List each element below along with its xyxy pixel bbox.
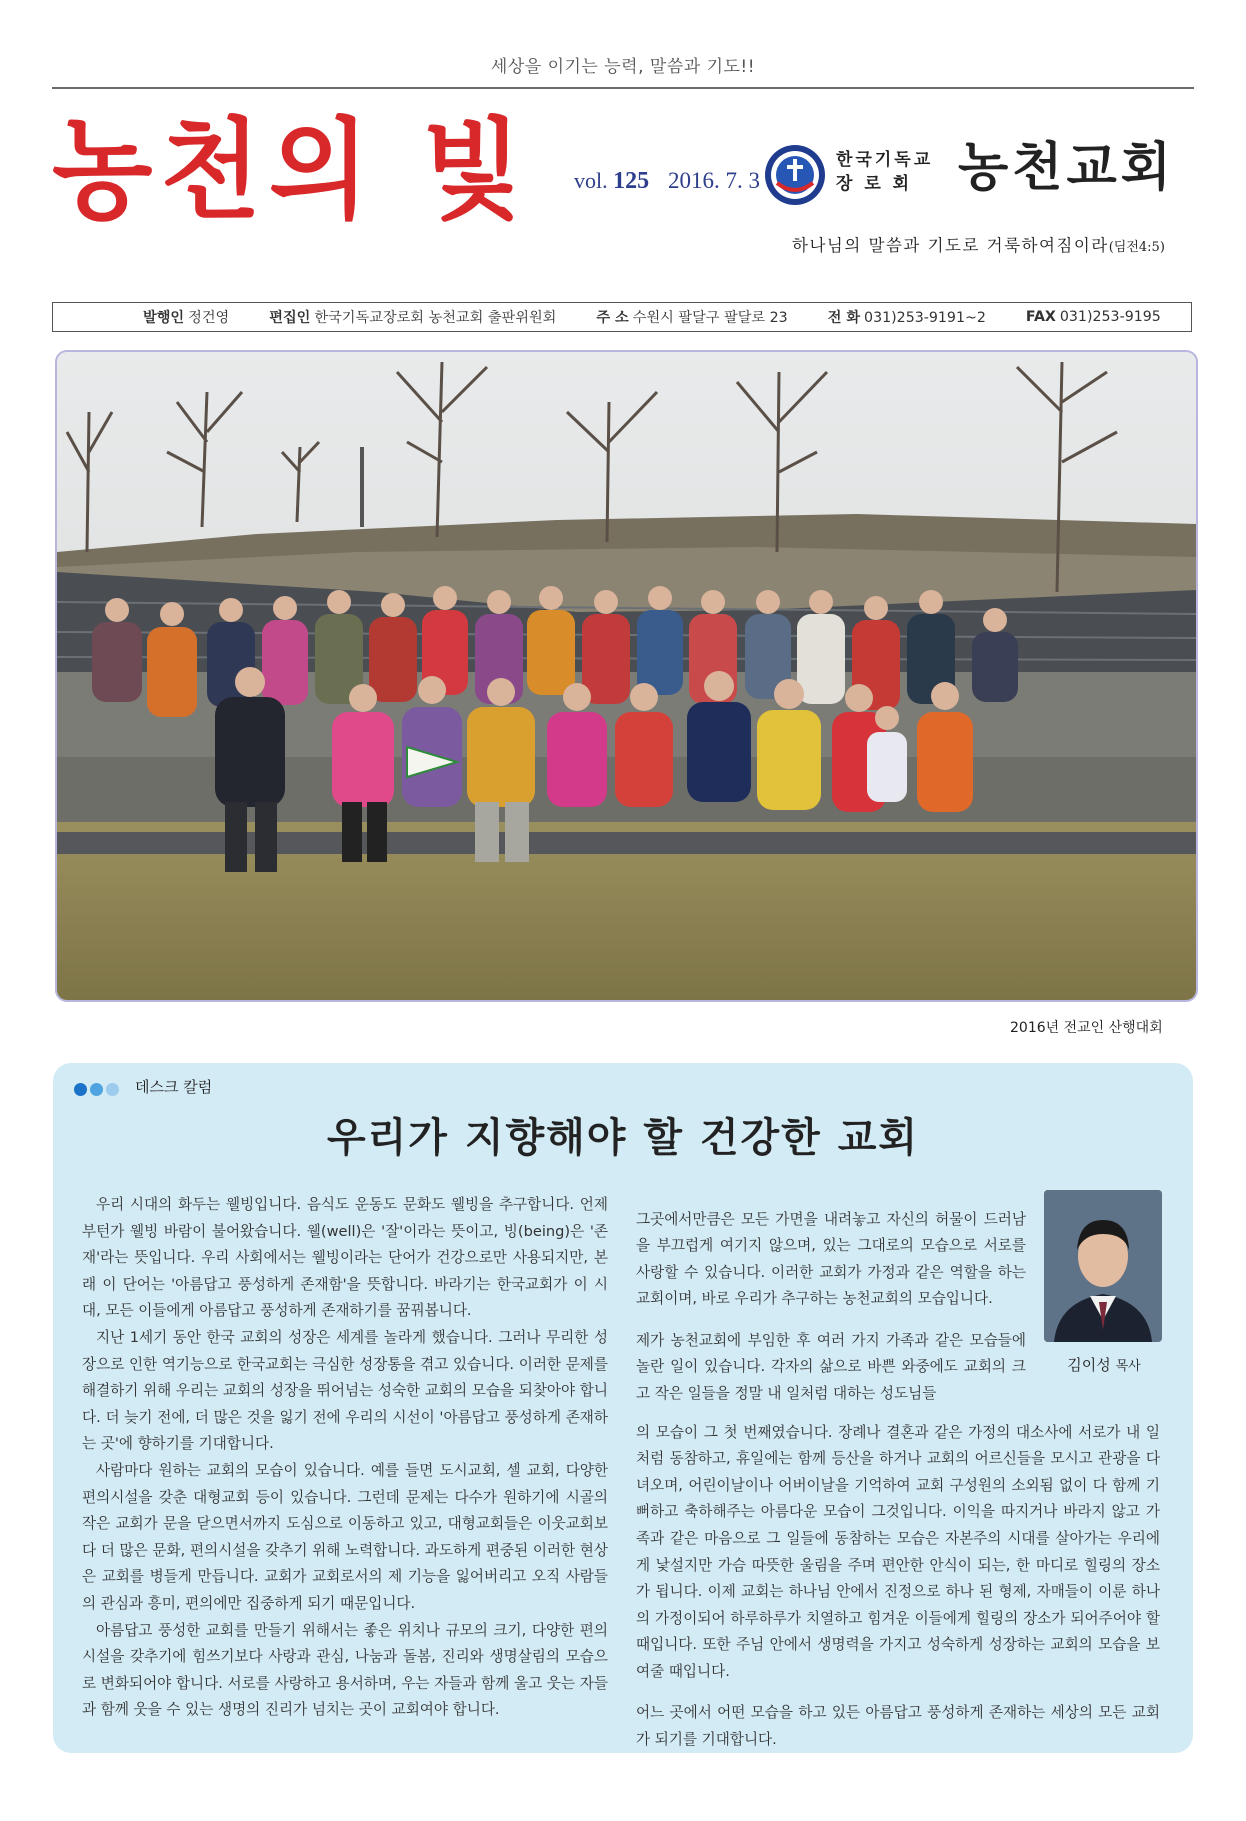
author-byline: 김이성 목사 [1067, 1356, 1141, 1374]
slogan: 세상을 이기는 능력, 말씀과 기도!! [490, 57, 756, 77]
editor: 편집인 한국기독교장로회 농천교회 출판위원회 [269, 310, 557, 326]
paragraph: 사람마다 원하는 교회의 모습이 있습니다. 예를 들면 도시교회, 셀 교회, 다양한 편의시설을 갖춘 대형교회 등이 있습니다. 그런데 문제는 다수가 원하기에 시골의 작은 교회가 문을 닫으면서까지 도심으로 이동하고 있고, 대형교회들은 이웃교회보다 더 많은 문화, 편의시설을 갖추기 위해 노력합니다. 과도하게 편중된 이러한 현상은 교회를 병들게 만듭니다. 교회가 교회로서의 제 기능을 잃어버리고 오직 사람들의 관심과 흥미, 편의에만 집중하게 되기 때문입니다. [82, 1461, 608, 1612]
volume-number: vol. 125 [574, 168, 650, 194]
column-body-left [82, 1192, 608, 1724]
motto-verse: 하나님의 말씀과 기도로 거룩하여짐이라(딤전4:5) [792, 236, 1165, 255]
group-photo [55, 350, 1198, 1002]
church-name: 농천교회 [958, 137, 1175, 198]
paragraph: 어느 곳에서 어떤 모습을 하고 있든 아름답고 풍성하게 존재하는 세상의 모든 교회가 되기를 기대합니다. [636, 1704, 1160, 1748]
paragraph: 우리 시대의 화두는 웰빙입니다. 음식도 운동도 문화도 웰빙을 추구합니다. 언제부턴가 웰빙 바람이 불어왔습니다. 웰(well)은 '잘'이라는 뜻이고, 빙(being)은 '존재'라는 뜻입니다. 우리 사회에서는 웰빙이라는 단어가 건강으로만 사용되지만, 본래 이 단어는 '아름답고 풍성하게 존재함'을 뜻합니다. 바라기는 한국교회가 이 시대, 모든 이들에게 아름답고 풍성하게 존재하기를 꿈꿔봅니다. [82, 1196, 608, 1320]
church-logo-icon [763, 143, 827, 207]
paragraph: 제가 농천교회에 부임한 후 여러 가지 가족과 같은 모습들에 놀란 일이 있습니다. 각자의 삶으로 바쁜 와중에도 교회의 크고 작은 일들을 정말 내 일처럼 대하는 성도님들 [636, 1331, 1026, 1402]
top-divider [52, 87, 1194, 89]
paragraph: 그곳에서만큼은 모든 가면을 내려놓고 자신의 허물이 드러남을 부끄럽게 여기지 않으며, 있는 그대로의 모습으로 서로를 사랑할 수 있습니다. 이러한 교회가 가정과 같은 역할을 하는 교회이며, 바로 우리가 추구하는 농천교회의 모습입니다. [636, 1210, 1026, 1308]
photo-caption: 2016년 전교인 산행대회 [1010, 1020, 1163, 1036]
denomination-label: 한국기독교 장 로 회 [836, 150, 934, 194]
publication-info-bar [52, 302, 1192, 332]
phone: 전 화 031)253-9191~2 [827, 310, 986, 326]
fax: FAX 031)253-9195 [1025, 309, 1161, 325]
paragraph: 의 모습이 그 첫 번째였습니다. 장례나 결혼과 같은 가정의 대소사에 서로가 내 일처럼 동참하고, 휴일에는 함께 등산을 하거나 교회의 어르신들을 모시고 관광을 다녀오며, 어린이날이나 어버이날을 기억하여 교회 구성원의 소외됨 없이 다 함께 기뻐하고 축하해주는 아름다운 모습이 그것입니다. 이익을 따지거나 바라지 않고 가족과 같은 마음으로 그 일들에 동참하는 모습은 자본주의 시대를 살아가는 우리에게 낯설지만 가슴 따뜻한 울림을 주며 편안한 안식이 되는, 한 마디로 힐링의 장소가 됩니다. 이제 교회는 하나님 안에서 진정으로 하나 된 형제, 자매들이 이룬 하나의 가정이되어 하루하루가 치열하고 힘겨운 이들에게 힐링의 장소가 되어주어야 할 때입니다. 또한 주님 안에서 생명력을 가지고 성숙하게 성장하는 교회의 모습을 보여줄 때입니다. [636, 1423, 1160, 1680]
column-body-right-top [636, 1192, 1026, 1422]
publisher: 발행인 정건영 [143, 310, 230, 326]
column-headline: 우리가 지향해야 할 건강한 교회 [326, 1115, 920, 1161]
bullet-dots-icon [74, 1079, 122, 1098]
author-portrait [1044, 1190, 1162, 1342]
paragraph: 지난 1세기 동안 한국 교회의 성장은 세계를 놀라게 했습니다. 그러나 무리한 성장으로 인한 역기능으로 한국교회는 극심한 성장통을 겪고 있습니다. 이러한 문제를 해결하기 위해 우리는 교회의 성장을 뛰어넘는 성숙한 교회의 모습을 되찾아야 합니다. 더 늦기 전에, 더 많은 것을 잃기 전에 우리의 시선이 '아름답고 풍성하게 존재하는 곳'에 향하기를 기대합니다. [82, 1328, 608, 1453]
column-body-right-bottom [636, 1405, 1160, 1768]
column-kicker: 데스크 칼럼 [135, 1078, 213, 1096]
paragraph: 아름답고 풍성한 교회를 만들기 위해서는 좋은 위치나 규모의 크기, 다양한 편의시설을 갖추기에 힘쓰기보다 사랑과 관심, 나눔과 돌봄, 진리와 생명살림의 모습으로 변화되어야 합니다. 서로를 사랑하고 용서하며, 우는 자들과 함께 울고 웃는 자들과 함께 웃을 수 있는 생명의 진리가 넘치는 곳이 교회여야 합니다. [82, 1621, 608, 1719]
address: 주 소 수원시 팔달구 팔달로 23 [596, 310, 788, 326]
issue-date: 2016. 7. 3 [668, 168, 760, 193]
newsletter-title: 농천의 빛 [52, 104, 531, 235]
